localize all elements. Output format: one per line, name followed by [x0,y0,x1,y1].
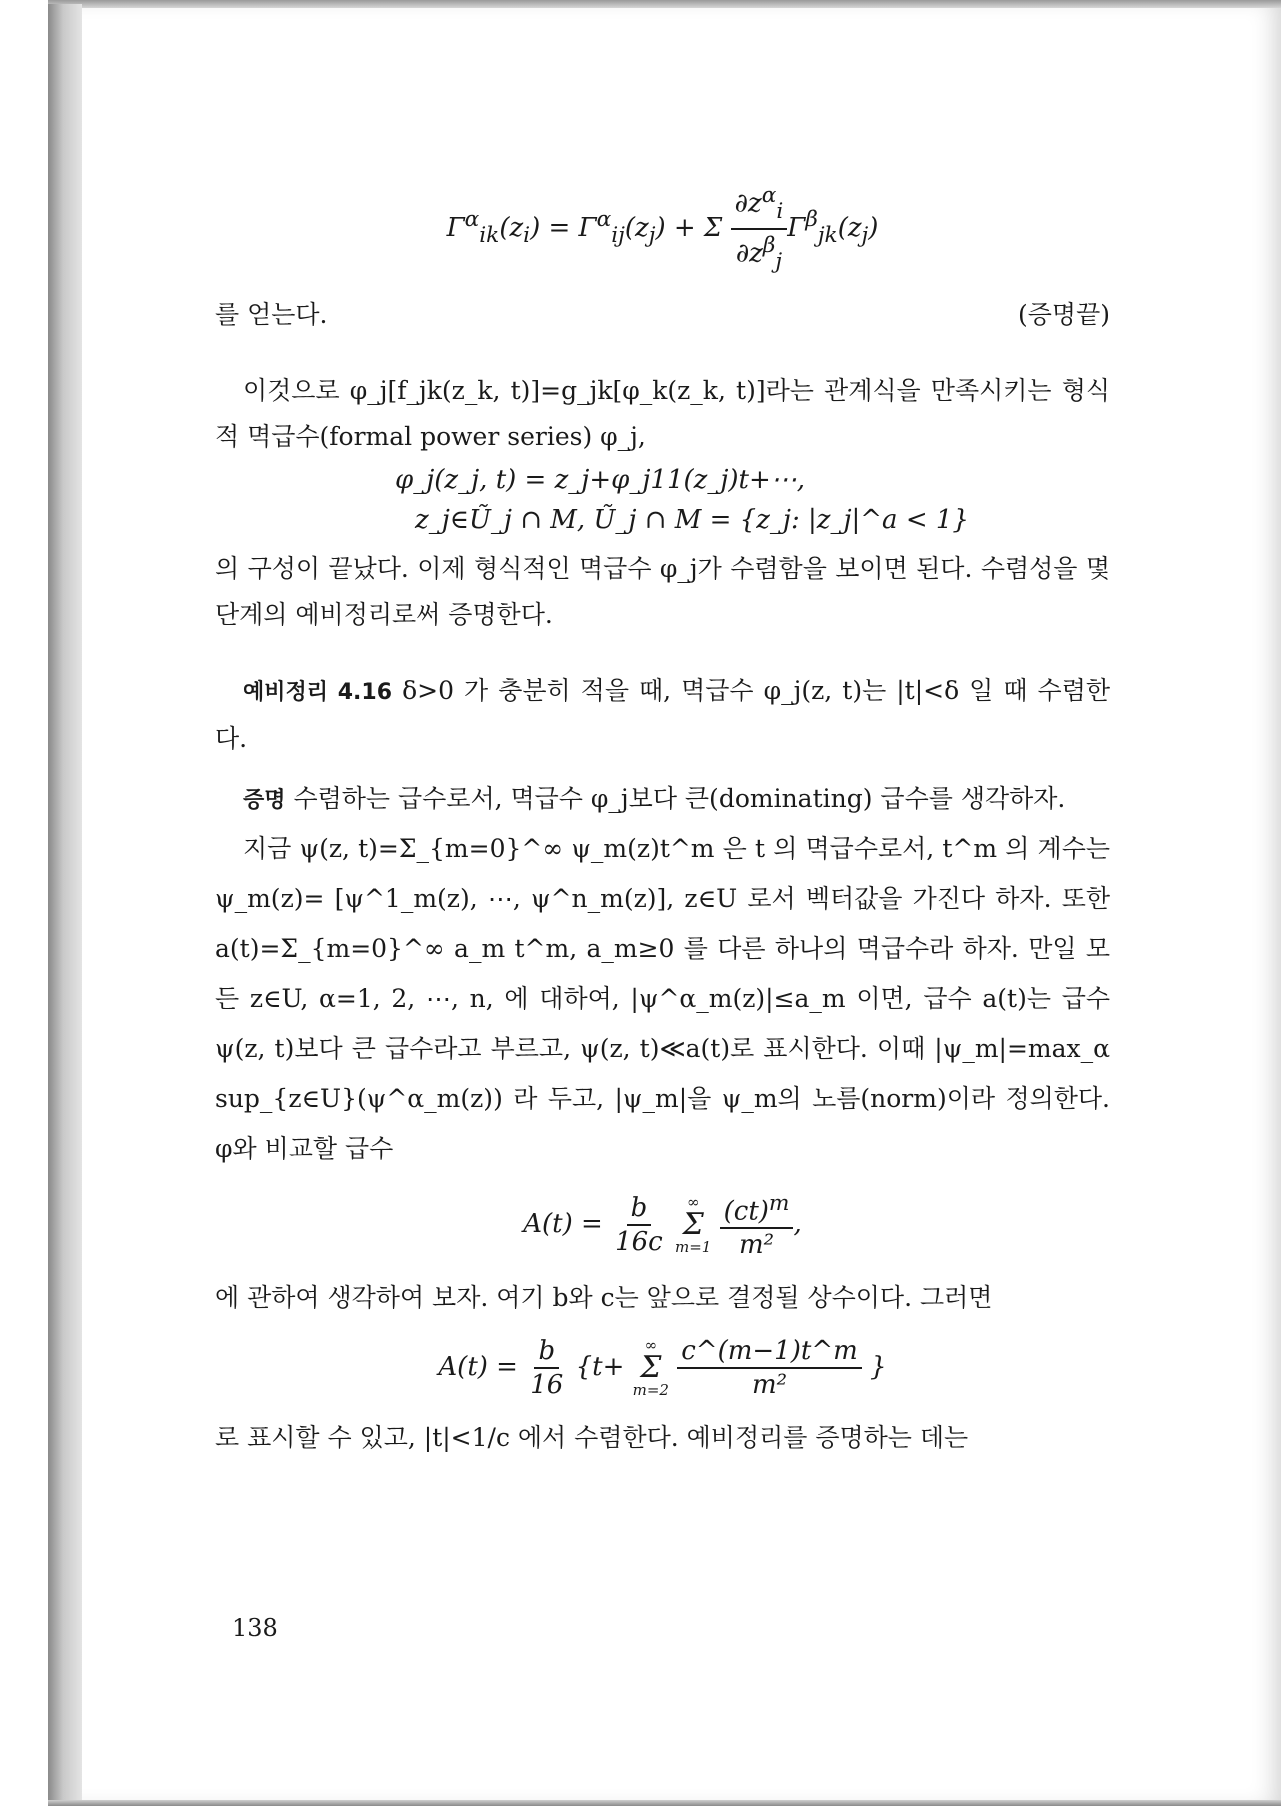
equation-A-definition: A(t) = $\frac{b}{16c}$ ∞ Σ m=1 $\frac{(ct)^m}{\text{m²}}$ , [215,1188,1110,1262]
proof-end-mark: (증명끝) [1018,299,1110,329]
paragraph-dominating-series: 지금 ψ(z, t)=Σ_{m=0}^∞ ψ_m(z)t^m 은 t 의 멱급수로서, t^m 의 계수는 ψ_m(z)= [ψ^1_m(z), ⋯, ψ^n_m(z)], z∈U 로서 벡터값을 가진다 하자. 또한 a(t)=Σ_{m=0}^∞ a_m t^m, a_m≥0 를 다른 하나의 멱급수라 하자. 만일 모든 z∈U, α=1, 2, ⋯, n, 에 대하여, |ψ^α_m(z)|≤a_m 이면, 급수 a(t)는 급수 ψ(z, t)보다 큰 급수라고 부르고, ψ(z, t)≪a(t)로 표시한다. 이때 |ψ_m|=max_α sup_{z∈U}(ψ^α_m(z)) 라 두고, |ψ_m|을 ψ_m의 노름(norm)이라 정의한다. φ와 비교할 급수 [215,833,1110,1163]
equation-christoffel: $\Gamma^\alpha_{ik}(z_i) = \Gamma^\alpha_{ij}(z_j) + \Sigma$ $\frac{\partial z^\alpha_i}{\partial z^\beta_j}$ $\Gamma^\beta_{jk}(z_j)$ [215,180,1110,278]
lemma-text: δ>0 가 충분히 적을 때, 멱급수 φ_j(z, t)는 |t|<δ 일 때 수렴한다. [215,675,1110,753]
equation-phi-series: φ_j(z_j, t) = z_j+φ_j11(z_j)t+⋯, z_j∈Ũ_j ∩ M, Ũ_j ∩ M = {z_j: |z_j|^a < 1} [395,464,969,535]
sum-symbol-2: ∞ Σ m=2 [632,1336,669,1400]
proof-end-text: 를 얻는다. [215,299,328,329]
book-bottom-edge [48,1800,1281,1806]
paragraph-formal-series: 이것으로 φ_j[f_jk(z_k, t)]=g_jk[φ_k(z_k, t)]라는 관계식을 만족시키는 형식적 멱급수(formal power series) φ_j, [215,375,1110,451]
paragraph-construction-done: 의 구성이 끝났다. 이제 형식적인 멱급수 φ_j가 수렴함을 보이면 된다. 수렴성을 몇 단계의 예비정리로써 증명한다. [215,553,1110,629]
proof-paragraph [215,776,1110,824]
lemma-label: 예비정리 4.16 [243,679,393,705]
partial-fraction: $\frac{\partial z^\alpha_i}{\partial z^\beta_j}$ [731,180,788,278]
book-top-edge [48,0,1281,8]
book-spine [48,4,82,1800]
proof-text: 수렴하는 급수로서, 멱급수 φ_j보다 큰(dominating) 급수를 생각하자. [293,783,1066,813]
page-content [215,180,1110,1461]
paragraph-constants: 에 관하여 생각하여 보자. 여기 b와 c는 앞으로 결정될 상수이다. 그러면 [215,1283,993,1313]
equation-A-expanded: A(t) = $\frac{b}{16}$ {t+ ∞ Σ m=2 $\frac{c\^{}(m-1)t\^{}m}{\text{m²}}$ } [438,1336,887,1401]
proof-label: 증명 [243,787,286,813]
page-number: 138 [232,1614,278,1642]
proof-end-line [215,292,1110,338]
sum-symbol: ∞ Σ m=1 [675,1192,712,1256]
lemma-4-16 [215,668,1110,762]
paragraph-convergence: 로 표시할 수 있고, |t|<1/c 에서 수렴한다. 예비정리를 증명하는 데는 [215,1423,969,1453]
